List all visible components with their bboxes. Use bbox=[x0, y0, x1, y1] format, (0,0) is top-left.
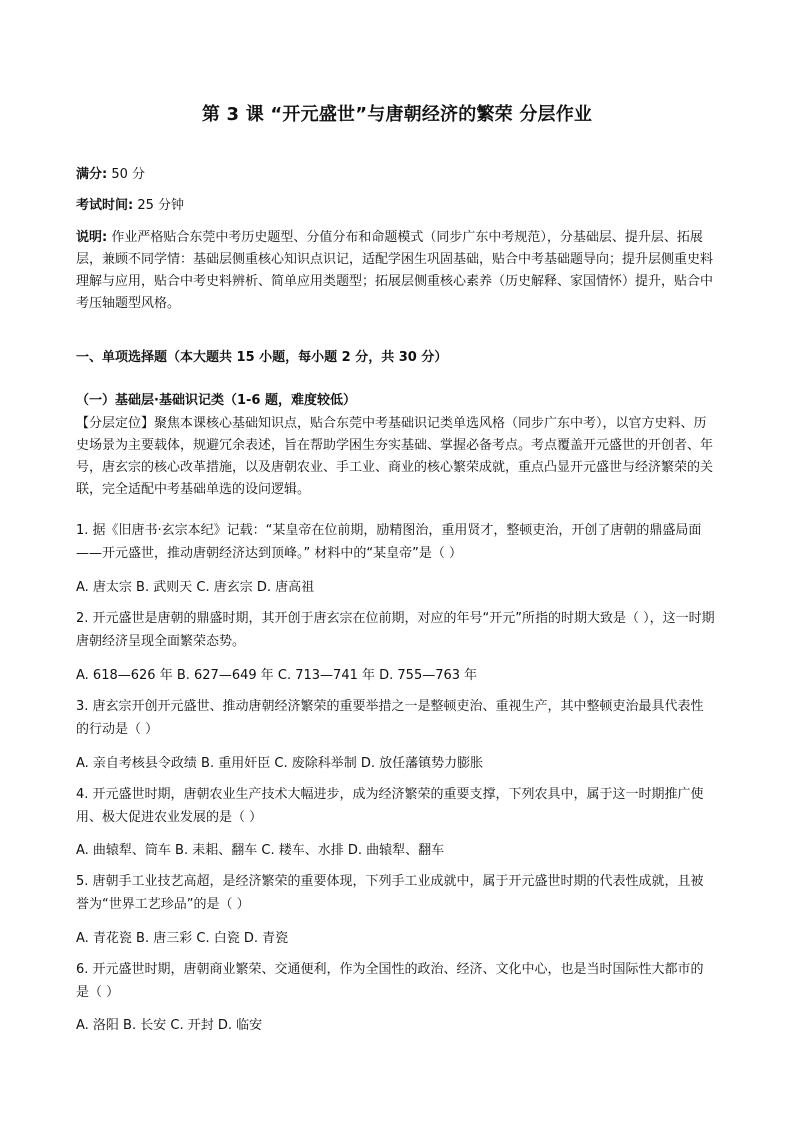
question-5-options: A. 青花瓷 B. 唐三彩 C. 白瓷 D. 青瓷 bbox=[76, 931, 289, 946]
instructions-label: 说明: bbox=[76, 230, 108, 245]
question-1: 1. 据《旧唐书·玄宗本纪》记载：“某皇帝在位前期，励精图治，重用贤才，整顿吏治，开创了唐朝的鼎盛局面——开元盛世，推动唐朝经济达到顶峰。” 材料中的“某皇帝”是（ ） bbox=[76, 523, 702, 561]
time-label: 考试时间: bbox=[76, 198, 134, 213]
time-value: 25 分钟 bbox=[137, 198, 185, 213]
instructions-paragraph bbox=[76, 227, 716, 315]
question-2: 2. 开元盛世是唐朝的鼎盛时期，其开创于唐玄宗在位前期，对应的年号“开元”所指的时期大致是（ ），这一时期唐朝经济呈现全面繁荣态势。 bbox=[76, 611, 715, 649]
page-title: 第 3 课 “开元盛世”与唐朝经济的繁荣 分层作业 bbox=[201, 104, 593, 125]
question-3: 3. 唐玄宗开创开元盛世、推动唐朝经济繁荣的重要举措之一是整顿吏治、重视生产，其中整顿吏治最具代表性的行动是（ ） bbox=[76, 699, 704, 737]
score-line bbox=[76, 165, 145, 185]
question-1-options: A. 唐太宗 B. 武则天 C. 唐玄宗 D. 唐高祖 bbox=[76, 580, 315, 595]
score-value: 50 分 bbox=[111, 167, 146, 182]
question-6-options: A. 洛阳 B. 长安 C. 开封 D. 临安 bbox=[76, 1018, 263, 1033]
question-5: 5. 唐朝手工业技艺高超，是经济繁荣的重要体现，下列手工业成就中，属于开元盛世时期的代表性成就，且被誉为“世界工艺珍品”的是（ ） bbox=[76, 874, 704, 912]
time-line bbox=[76, 196, 184, 216]
score-label: 满分: bbox=[76, 167, 108, 182]
positioning-label: 【分层定位】 bbox=[76, 416, 155, 431]
subsection-heading: （一）基础层·基础识记类（1-6 题，难度较低） bbox=[76, 393, 356, 408]
question-2-options: A. 618—626 年 B. 627—649 年 C. 713—741 年 D. 755—763 年 bbox=[76, 668, 478, 683]
positioning-paragraph bbox=[76, 413, 716, 501]
instructions-text: 作业严格贴合东莞中考历史题型、分值分布和命题模式（同步广东中考规范），分基础层、提升层、拓展层，兼顾不同学情：基础层侧重核心知识点识记，适配学困生巩固基础，贴合中考基础题导向；提升层侧重史料理解与应用，贴合中考史料辨析、简单应用类题型；拓展层侧重核心素养（历史解释、家国情怀）提升，贴合中考压轴题型风格。 bbox=[76, 230, 714, 311]
question-4: 4. 开元盛世时期，唐朝农业生产技术大幅进步，成为经济繁荣的重要支撑，下列农具中，属于这一时期推广使用、极大促进农业发展的是（ ） bbox=[76, 787, 704, 825]
question-4-options: A. 曲辕犁、筒车 B. 耒耜、翻车 C. 耧车、水排 D. 曲辕犁、翻车 bbox=[76, 843, 445, 858]
question-6: 6. 开元盛世时期，唐朝商业繁荣、交通便利，作为全国性的政治、经济、文化中心，也是当时国际性大都市的是（ ） bbox=[76, 962, 704, 1000]
question-3-options: A. 亲自考核县令政绩 B. 重用奸臣 C. 废除科举制 D. 放任藩镇势力膨胀 bbox=[76, 756, 484, 771]
section-heading: 一、单项选择题（本大题共 15 小题，每小题 2 分，共 30 分） bbox=[76, 350, 448, 365]
positioning-text: 聚焦本课核心基础知识点，贴合东莞中考基础识记类单选风格（同步广东中考），以官方史料、历史场景为主要载体，规避冗余表述，旨在帮助学困生夯实基础、掌握必备考点。考点覆盖开元盛世的开创者、年号，唐玄宗的核心改革措施，以及唐朝农业、手工业、商业的核心繁荣成就，重点凸显开元盛世与经济繁荣的关联，完全适配中考基础单选的设问逻辑。 bbox=[76, 416, 714, 497]
